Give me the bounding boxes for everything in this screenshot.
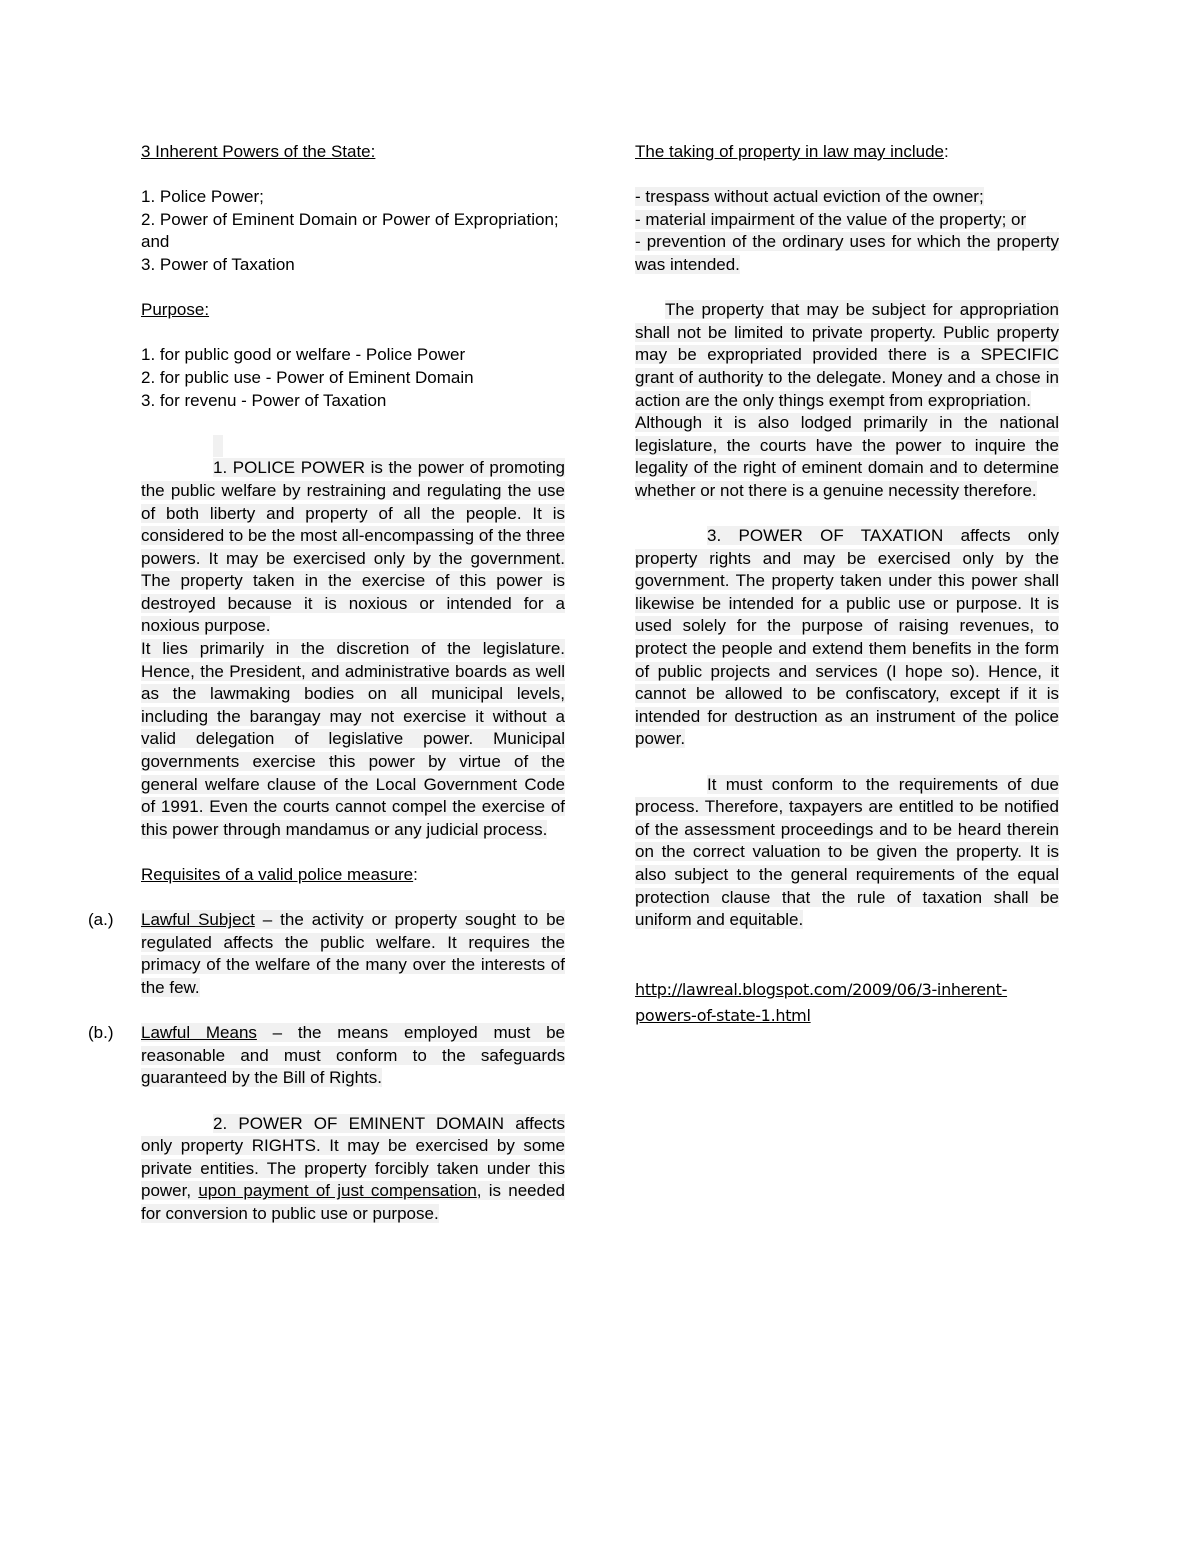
police-power-paragraph-2: It lies primarily in the discretion of the legislature. Hence, the President, and administrative boards as well as the lawmaking bodies on all municipal levels, including the barangay may not exercise it without a valid delegation of legislative power. Municipal governments exercise this power by virtue of the general welfare clause of the Local Government Code of 1991. Even the courts cannot compel the exercise of this power through mandamus or any judicial process.: [141, 639, 565, 839]
purpose-item-2: 2. for public use - Power of Eminent Domain: [141, 367, 474, 387]
taking-item-2: - material impairment of the value of the property; or: [635, 209, 1027, 229]
power-item-3: 3. Power of Taxation: [141, 254, 295, 274]
left-column: [88, 141, 565, 1226]
power-item-1: 1. Police Power;: [141, 187, 264, 207]
due-process-paragraph: It must conform to the requirements of due process. Therefore, taxpayers are entitled to be notified of the assessment proceedings and to be heard therein on the correct valuation to be given the property. It is also subject to the general requirements of the equal protection clause that the rule of taxation shall be uniform and equitable.: [635, 774, 1059, 930]
purpose-heading: Purpose:: [141, 300, 210, 320]
purpose-item-3: 3. for revenu - Power of Taxation: [141, 390, 387, 410]
taking-item-3: - prevention of the ordinary uses for which the property was intended.: [635, 232, 1059, 274]
requisite-a: [88, 909, 565, 999]
power-item-2: 2. Power of Eminent Domain or Power of Expropriation; and: [141, 209, 559, 252]
requisite-b-label: (b.): [88, 1023, 114, 1043]
requisite-b-text: – the means employed must be reasonable and must conform to the safeguards guaranteed by the Bill of Rights.: [141, 1023, 565, 1088]
requisite-a-label: (a.): [88, 910, 114, 930]
lodged-paragraph: Although it is also lodged primarily in the national legislature, the courts have the power to inquire the legality of the right of eminent domain and to determine whether or not there is a genuine necessity therefore.: [635, 413, 1059, 500]
requisite-b: [88, 1022, 565, 1090]
eminent-domain-paragraph: 2. POWER OF EMINENT DOMAIN affects only property RIGHTS. It may be exercised by some private entities. The property forcibly taken under this power, upon payment of just compensation, is needed for conversion to public use or purpose.: [141, 1113, 565, 1223]
source-link[interactable]: http://lawreal.blogspot.com/2009/06/3-inherent-powers-of-state-1.html: [635, 979, 1008, 1025]
purpose-item-1: 1. for public good or welfare - Police Power: [141, 345, 466, 365]
requisite-a-text: – the activity or property sought to be regulated affects the public welfare. It requires the primacy of the welfare of the many over the interests of the few.: [141, 910, 565, 997]
taking-item-1: - trespass without actual eviction of the owner;: [635, 187, 984, 207]
right-column: [635, 141, 1059, 1029]
requisite-a-term: Lawful Subject: [141, 910, 255, 930]
taxation-paragraph: 3. POWER OF TAXATION affects only property rights and may be exercised only by the government. The property taken under this power shall likewise be intended for a public use or purpose. It is used solely for the purpose of raising revenues, to protect the people and extend them benefits in the form of public projects and services (I hope so). Hence, it cannot be allowed to be confiscatory, except if it is intended for destruction as an instrument of the police power.: [635, 526, 1059, 749]
section-title: 3 Inherent Powers of the State:: [141, 142, 376, 161]
appropriation-paragraph: The property that may be subject for appropriation shall not be limited to private property. Public property may be expropriated provided there is a SPECIFIC grant of authority to the delegate. Money and a chose in action are the only things exempt from expropriation.: [635, 300, 1059, 410]
requisite-b-term: Lawful Means: [141, 1023, 257, 1043]
police-power-paragraph: 1. POLICE POWER is the power of promoting the public welfare by restraining and regulating the use of both liberty and property of all the people. It is considered to be the most all-encompassing of the three powers. It may be exercised only by the government. The property taken in the exercise of this power is destroyed because it is noxious or intended for a noxious purpose.: [141, 458, 565, 636]
taking-heading: The taking of property in law may include:: [635, 142, 949, 161]
requisites-heading: Requisites of a valid police measure:: [141, 865, 418, 884]
